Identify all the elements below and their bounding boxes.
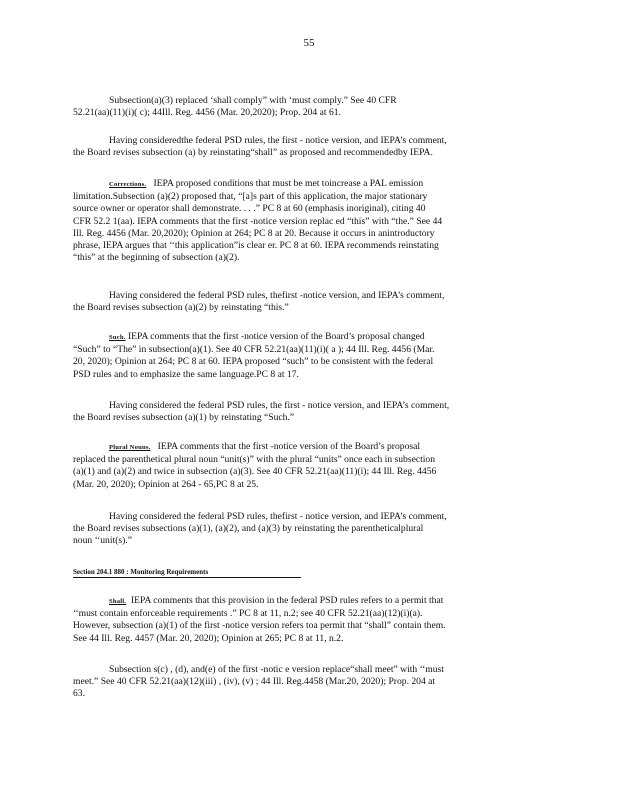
text-line: However, subsection (a)(1) of the first -notice version refers toa permit that “shall” contain them. <box>73 620 446 632</box>
section-heading: Section 204.1 880 : Monitoring Requirements <box>73 568 301 578</box>
paragraph-subsection-a3 <box>73 95 525 119</box>
text-line: the Board revises subsections (a)(1), (a)(2), and (a)(3) by reinstating the parentheticalplural <box>73 523 424 535</box>
text-line: Having considered the federal PSD rules, the first - notice version, and IEPA’s comment, <box>109 400 450 411</box>
text-line: limitation.Subsection (a)(2) proposed that, “[a]s part of this application, the major stationary <box>73 191 428 203</box>
text-line: PSD rules and to emphasize the same language.PC 8 at 17. <box>73 368 299 380</box>
paragraph-corrections <box>73 178 525 264</box>
text-line: IEPA comments that the first -notice version of the Board’s proposal changed <box>127 331 425 342</box>
paragraph-board-revises-a <box>73 135 525 159</box>
text-line: IEPA proposed conditions that must be met toincrease a PAL emission <box>153 178 424 189</box>
paragraph-board-revises-a1 <box>73 400 525 424</box>
text-line: noun ‘‘unit(s).” <box>73 535 132 547</box>
text-line: CFR 52.2 1(aa). IEPA comments that the first -notice version replac ed “this” with “the.” See 44 <box>73 215 443 227</box>
text-line: Subsection(a)(3) replaced ‘shall comply” with ‘must comply.” See 40 CFR <box>109 95 397 106</box>
plural-nouns-heading: Plural Nouns. <box>109 444 151 451</box>
text-line: Having consideredthe federal PSD rules, the first - notice version, and IEPA’s comment, <box>109 135 447 146</box>
paragraph-board-revises-a2 <box>73 290 525 314</box>
text-line: replaced the parenthetical plural noun “unit(s)” with the plural “units” once each in subsection <box>73 454 436 466</box>
text-line: 20, 2020); Opinion at 264; PC 8 at 60. IEPA proposed “such” to be consistent with the federal <box>73 356 434 368</box>
text-line: phrase, IEPA argues that ‘‘this application”is clear er. PC 8 at 60. IEPA recommends reinstating <box>73 240 439 252</box>
text-line: See 44 Ill. Reg. 4457 (Mar. 20, 2020); Opinion at 265; PC 8 at 11, n.2. <box>73 632 344 644</box>
text-line: Subsection s(c) , (d), and(e) of the first -notic e version replace“shall meet” with ‘‘must <box>109 664 444 675</box>
shall-heading: Shall. <box>109 598 127 605</box>
text-line: Ill. Reg. 4456 (Mar. 20,2020); Opinion at 264; PC 8 at 20. Because it occurs in anintroductory <box>73 227 435 239</box>
page-number: 55 <box>303 37 315 49</box>
text-line: “this” at the beginning of subsection (a)(2). <box>73 252 240 264</box>
text-line: meet.” See 40 CFR 52.21(aa)(12)(iii) , (iv), (v) ; 44 Ill. Reg.4458 (Mar.20, 2020); Prop. 204 at <box>73 676 436 688</box>
text-line: (a)(1) and (a)(2) and twice in subsection (a)(3). See 40 CFR 52.21(aa)(11)(i); 44 Ill. Reg. 4456 <box>73 466 437 478</box>
paragraph-shall <box>73 595 525 645</box>
text-line: 63. <box>73 688 85 700</box>
text-line: ‘‘must contain enforceable requirements .” PC 8 at 11, n.2; see 40 CFR 52.21(aa)(12)(i)(a). <box>73 608 423 620</box>
text-line: 52.21(aa)(11)(i)( c); 44Ill. Reg. 4456 (Mar. 20,2020); Prop. 204 at 61. <box>73 107 341 119</box>
text-line: the Board revises subsection (a)(2) by reinstating “this.” <box>73 302 289 314</box>
text-line: IEPA comments that this provision in the federal PSD rules refers to a permit that <box>130 595 444 606</box>
paragraph-subsections-cde <box>73 664 525 701</box>
text-line: IEPA comments that the first -notice version of the Board’s proposal <box>157 441 421 452</box>
paragraph-board-revises-plural <box>73 511 525 548</box>
text-line: the Board revises subsection (a)(1) by reinstating “Such.” <box>73 412 295 424</box>
text-line: source owner or operator shall demonstrate. . . .” PC 8 at 60 (emphasis inoriginal), citing 40 <box>73 203 426 215</box>
paragraph-plural-nouns <box>73 441 525 491</box>
text-line: Having considered the federal PSD rules, thefirst -notice version, and IEPA’s comment, <box>109 290 445 301</box>
text-line: Having considered the federal PSD rules, thefirst - notice version, and IEPA’s comment, <box>109 511 447 522</box>
text-line: the Board revises subsection (a) by reinstating“shall” as proposed and recommendedby IEPA. <box>73 147 433 159</box>
text-line: (Mar. 20, 2020); Opinion at 264 - 65,PC 8 at 25. <box>73 478 259 490</box>
paragraph-such <box>73 331 525 381</box>
such-heading: Such. <box>109 334 126 341</box>
corrections-heading: Corrections. <box>109 181 147 188</box>
text-line: “Such” to “The” in subsection(a)(1). See 40 CFR 52.21(aa)(11)(i)( a ); 44 Ill. Reg. 4456 (Mar. <box>73 344 435 356</box>
